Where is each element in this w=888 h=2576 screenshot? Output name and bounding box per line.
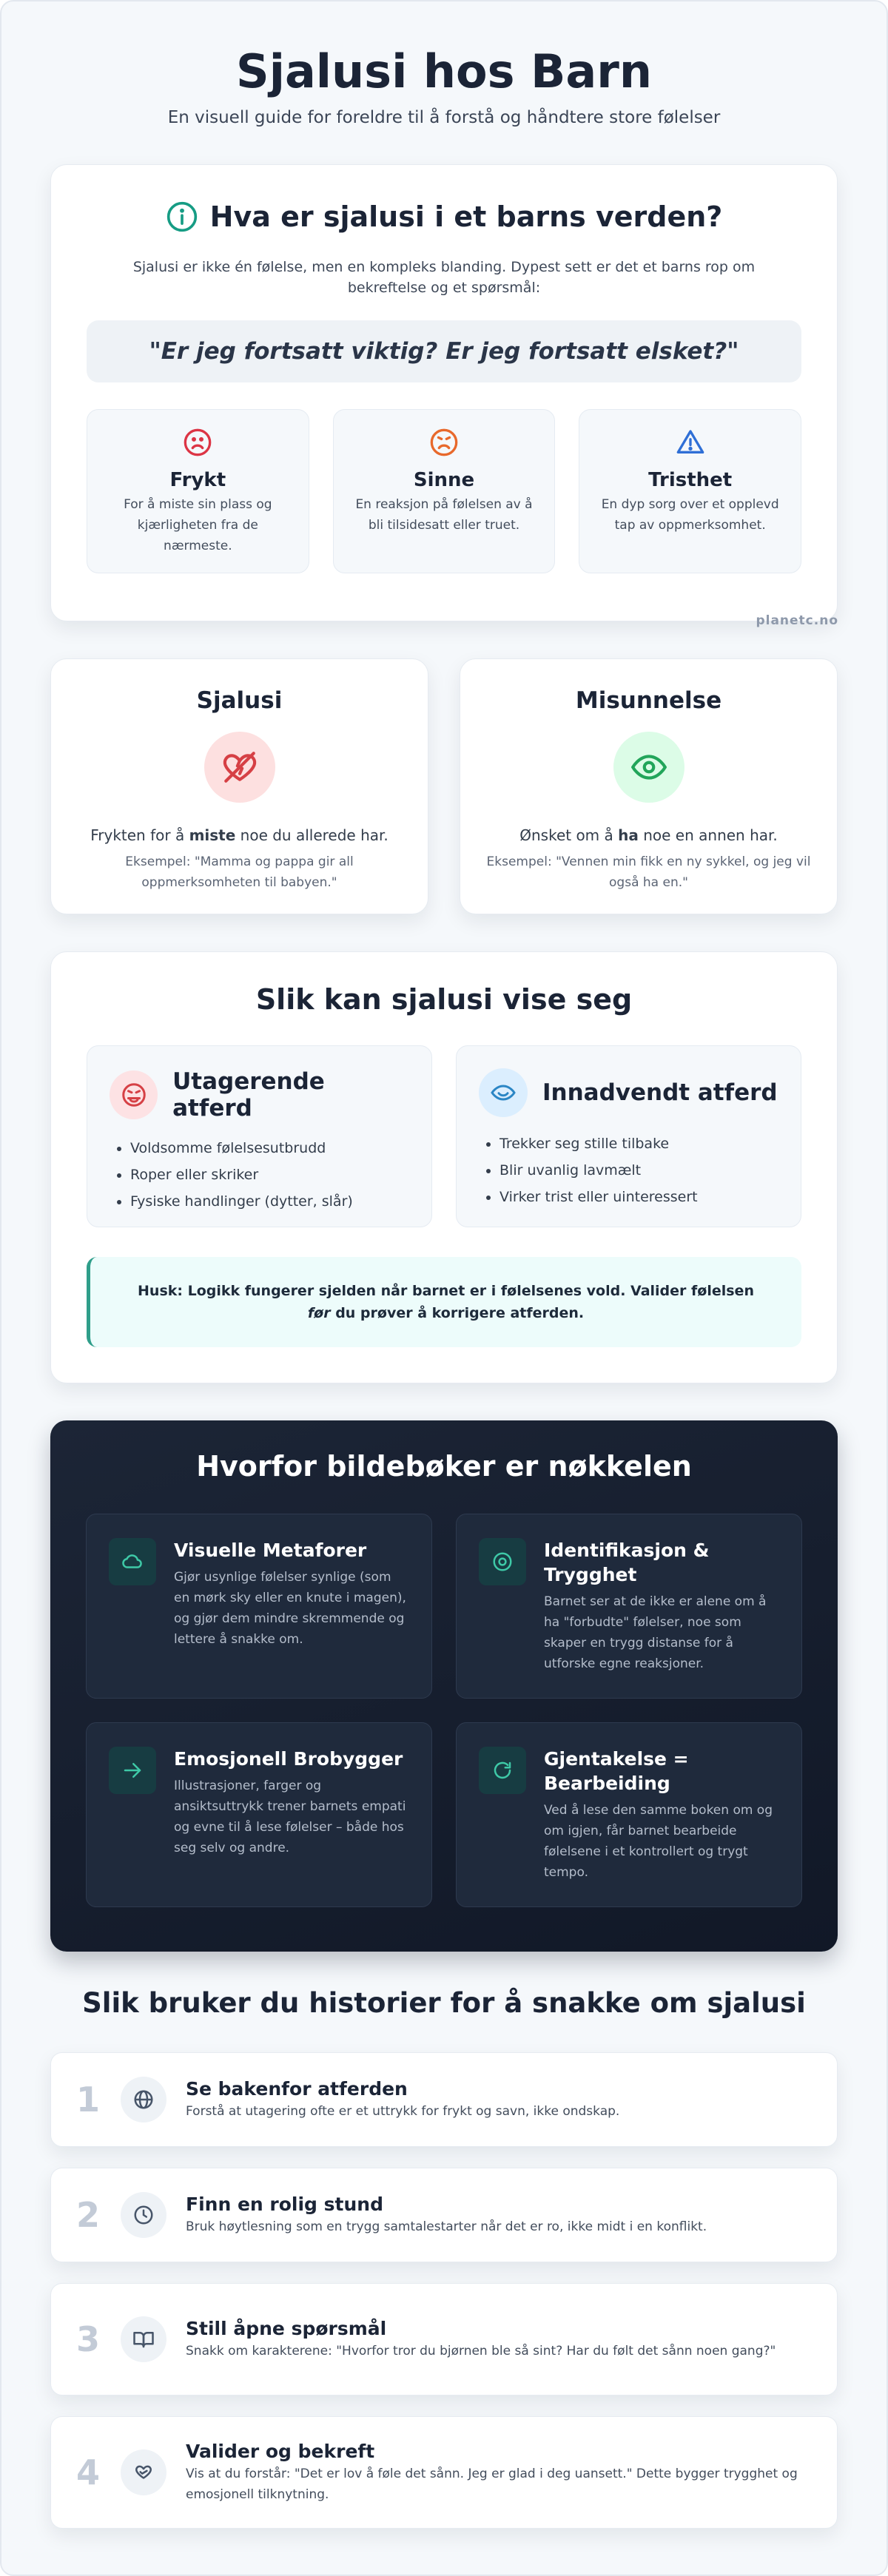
book-benefit-card <box>86 1514 432 1699</box>
feeling-card-anger <box>333 409 556 573</box>
step-number: 3 <box>75 2319 100 2359</box>
feelings-row <box>87 409 801 573</box>
feeling-title: Frykt <box>169 469 226 491</box>
step-title: Valider og bekreft <box>186 2440 375 2462</box>
step-title: Still åpne spørsmål <box>186 2317 387 2339</box>
step-number: 1 <box>75 2080 100 2120</box>
behaviour-list <box>479 1130 778 1210</box>
behaviour-section <box>50 951 838 1383</box>
page-title: Sjalusi hos Barn <box>236 44 652 98</box>
cloud-icon <box>109 1538 156 1585</box>
heart-hand-icon <box>121 2449 166 2495</box>
behaviour-cards <box>87 1045 801 1227</box>
list-item: • Voldsomme følelsesutbrudd <box>130 1135 409 1161</box>
behaviour-title: Innadvendt atferd <box>542 1079 778 1106</box>
info-circle-icon <box>166 200 198 233</box>
book-icon <box>121 2316 166 2362</box>
refresh-icon <box>479 1747 526 1794</box>
feeling-title: Sinne <box>413 469 475 491</box>
jealousy-vs-envy <box>50 658 838 914</box>
step-text: Forstå at utagering ofte er et uttrykk for frykt og savn, ikke ondskap. <box>186 2103 620 2119</box>
step-title: Finn en rolig stund <box>186 2193 383 2215</box>
arrow-right-icon <box>109 1747 156 1794</box>
angry-face-icon <box>334 428 555 457</box>
globe-icon <box>121 2077 166 2122</box>
list-item: • Roper eller skriker <box>130 1161 409 1188</box>
benefit-title: Visuelle Metaforer <box>174 1540 367 1561</box>
compare-definition: Ønsket om å ha noe en annen har. <box>519 826 778 844</box>
sad-face-icon <box>87 428 309 457</box>
step-card-2 <box>50 2168 838 2262</box>
step-number: 4 <box>75 2452 100 2492</box>
step-card-4 <box>50 2416 838 2529</box>
feeling-text: En reaksjon på følelsen av å bli tilsidesatt eller truet. <box>355 497 533 533</box>
feeling-text: For å miste sin plass og kjærligheten fra de nærmeste. <box>124 497 272 553</box>
behaviour-list <box>110 1135 409 1215</box>
compare-definition: Frykten for å miste noe du allerede har. <box>90 826 388 844</box>
closed-eye-icon <box>479 1068 528 1117</box>
feeling-title: Tristhet <box>648 469 733 491</box>
step-card-3 <box>50 2283 838 2395</box>
compare-example: Eksempel: "Vennen min fikk en ny sykkel, og jeg vil også ha en." <box>486 854 811 890</box>
what-is-jealousy-section <box>50 164 838 628</box>
book-benefit-card <box>456 1722 802 1907</box>
book-benefit-card <box>86 1722 432 1907</box>
books-grid <box>86 1514 802 1907</box>
inward-behaviour-card <box>456 1045 801 1227</box>
list-item: • Fysiske handlinger (dytter, slår) <box>130 1188 409 1215</box>
benefit-text: Illustrasjoner, farger og ansiktsuttrykk trener barnets empati og evne til å lese følelser – både hos seg selv og andre. <box>174 1778 406 1855</box>
warning-triangle-icon <box>579 428 801 457</box>
section-intro: Sjalusi er ikke én følelse, men en kompleks blanding. Dypest sett er det et barns rop om bekreftelse og et spørsmål: <box>132 259 756 296</box>
section-title: Hvorfor bildebøker er nøkkelen <box>196 1450 692 1483</box>
compare-example: Eksempel: "Mamma og pappa gir all oppmerksomheten til babyen." <box>125 854 354 890</box>
benefit-title: Gjentakelse = Bearbeiding <box>544 1748 689 1794</box>
header <box>50 1 838 164</box>
feeling-card-fear <box>87 409 309 573</box>
benefit-title: Emosjonell Brobygger <box>174 1748 403 1770</box>
step-text: Snakk om karakterene: "Hvorfor tror du bjørnen ble så sint? Har du følt det sånn noen gang?" <box>186 2343 776 2358</box>
step-text: Bruk høytlesning som en trygg samtalestarter når det er ro, ikke midt i en konflikt. <box>186 2219 707 2234</box>
watermark: planetc.no <box>756 613 838 628</box>
key-quote: "Er jeg fortsatt viktig? Er jeg fortsatt elsket?" <box>87 320 801 382</box>
benefit-text: Gjør usynlige følelser synlige (som en mørk sky eller en knute i magen), og gjør dem mindre skremmende og lettere å snakke om. <box>174 1570 406 1647</box>
compare-title: Misunnelse <box>575 687 722 714</box>
clock-icon <box>121 2192 166 2238</box>
step-text: Vis at du forstår: "Det er lov å føle det sånn. Jeg er glad i deg uansett." Dette bygger trygghet og emosjonell tilknytning. <box>186 2466 798 2502</box>
feeling-card-sadness <box>579 409 801 573</box>
outward-behaviour-card <box>87 1045 432 1227</box>
benefit-title: Identifikasjon & Trygghet <box>544 1540 710 1585</box>
target-icon <box>479 1538 526 1585</box>
step-title: Se bakenfor atferden <box>186 2077 408 2100</box>
section-title: Slik kan sjalusi vise seg <box>255 983 633 1016</box>
reminder-note: Husk: Logikk fungerer sjelden når barnet er i følelsenes vold. Valider følelsen før du prøver å korrigere atferden. <box>87 1257 801 1347</box>
angry-emoji-icon <box>110 1070 158 1119</box>
picture-books-section <box>50 1420 838 1952</box>
list-item: • Virker trist eller uinteressert <box>500 1184 778 1210</box>
steps-title: Slik bruker du historier for å snakke om sjalusi <box>82 1987 806 2019</box>
book-benefit-card <box>456 1514 802 1699</box>
jealousy-card <box>50 658 428 914</box>
page-subtitle: En visuell guide for foreldre til å forstå og håndtere store følelser <box>167 108 721 127</box>
section-title: Hva er sjalusi i et barns verden? <box>209 200 723 233</box>
step-number: 2 <box>75 2195 100 2235</box>
list-item: • Blir uvanlig lavmælt <box>500 1157 778 1184</box>
envy-card <box>460 658 838 914</box>
eye-icon <box>613 732 684 803</box>
compare-title: Sjalusi <box>196 687 283 714</box>
benefit-text: Barnet ser at de ikke er alene om å ha "forbudte" følelser, noe som skaper en trygg distanse for å utforske egne reaksjoner. <box>544 1594 767 1671</box>
section-heading <box>87 200 801 233</box>
step-card-1 <box>50 2052 838 2147</box>
behaviour-title: Utagerende atferd <box>172 1068 325 1122</box>
list-item: • Trekker seg stille tilbake <box>500 1130 778 1157</box>
benefit-text: Ved å lese den samme boken om og om igjen, får barnet bearbeide følelsene i et kontrollert og trygt tempo. <box>544 1803 773 1880</box>
feeling-text: En dyp sorg over et opplevd tap av oppmerksomhet. <box>601 497 779 533</box>
broken-heart-icon <box>204 732 275 803</box>
